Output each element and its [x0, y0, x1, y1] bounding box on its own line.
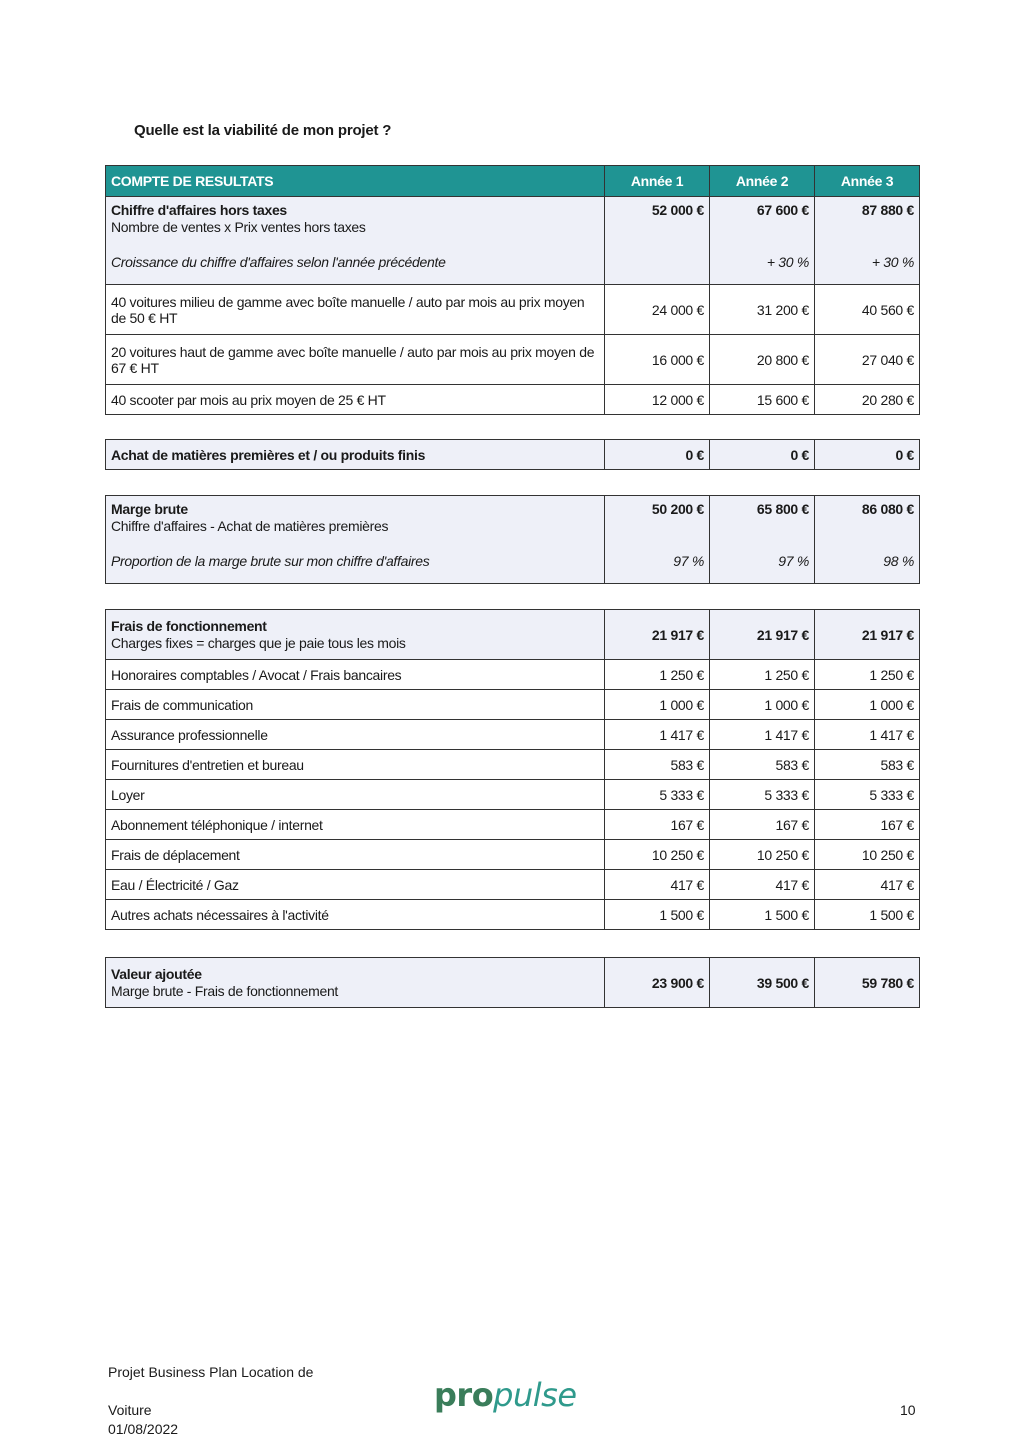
row-value: 417 € [605, 870, 710, 900]
ca-title: Chiffre d'affaires hors taxes [111, 202, 287, 218]
frais-year-2: 21 917 € [710, 610, 815, 660]
row-value: 1 500 € [605, 900, 710, 930]
achat-table [105, 439, 920, 470]
ca-growth-label: Croissance du chiffre d'affaires selon l'année précédente [111, 254, 446, 270]
row-value: 15 600 € [710, 385, 815, 415]
marge-year-3: 86 080 € 98 % [815, 496, 920, 584]
valeur-year-3: 59 780 € [815, 958, 920, 1008]
table-row [106, 660, 920, 690]
valeur-summary-cell [106, 958, 605, 1008]
marge-title: Marge brute [111, 501, 188, 517]
ca-table [105, 165, 920, 415]
table-row [106, 285, 920, 335]
row-value: 167 € [710, 810, 815, 840]
marge-table [105, 495, 920, 584]
row-label: Fournitures d'entretien et bureau [106, 750, 605, 780]
table-row [106, 690, 920, 720]
row-value: 417 € [815, 870, 920, 900]
row-label: Autres achats nécessaires à l'activité [106, 900, 605, 930]
row-value: 24 000 € [605, 285, 710, 335]
table-row [106, 385, 920, 415]
frais-year-3: 21 917 € [815, 610, 920, 660]
valeur-row [106, 958, 920, 1008]
row-value: 1 000 € [605, 690, 710, 720]
row-label: Abonnement téléphonique / internet [106, 810, 605, 840]
year-3-header: Année 3 [815, 166, 920, 197]
row-value: 10 250 € [710, 840, 815, 870]
table-row [106, 780, 920, 810]
table-row [106, 750, 920, 780]
row-value: 1 500 € [710, 900, 815, 930]
achat-row [106, 440, 920, 470]
ca-year-2: 67 600 € + 30 % [710, 197, 815, 285]
frais-year-1: 21 917 € [605, 610, 710, 660]
ca-year-3: 87 880 € + 30 % [815, 197, 920, 285]
ca-subtitle: Nombre de ventes x Prix ventes hors taxes [111, 219, 366, 235]
propulse-logo [434, 1376, 594, 1418]
achat-year-1: 0 € [605, 440, 710, 470]
valeur-title: Valeur ajoutée [111, 966, 202, 982]
row-value: 12 000 € [605, 385, 710, 415]
row-value: 1 417 € [605, 720, 710, 750]
row-value: 583 € [815, 750, 920, 780]
row-label: Assurance professionnelle [106, 720, 605, 750]
row-value: 10 250 € [605, 840, 710, 870]
valeur-subtitle: Marge brute - Frais de fonctionnement [111, 983, 339, 999]
logo-text-pro: pro [434, 1376, 494, 1414]
marge-year-2: 65 800 € 97 % [710, 496, 815, 584]
row-label: Honoraires comptables / Avocat / Frais bancaires [106, 660, 605, 690]
row-value: 1 250 € [605, 660, 710, 690]
frais-title: Frais de fonctionnement [111, 618, 267, 634]
row-label: 40 voitures milieu de gamme avec boîte manuelle / auto par mois au prix moyen de 50 € HT [106, 285, 605, 335]
row-value: 583 € [605, 750, 710, 780]
row-value: 1 000 € [815, 690, 920, 720]
row-value: 583 € [710, 750, 815, 780]
marge-year-1: 50 200 € 97 % [605, 496, 710, 584]
marge-prop-label: Proportion de la marge brute sur mon chiffre d'affaires [111, 553, 430, 569]
row-value: 16 000 € [605, 335, 710, 385]
page-number: 10 [900, 1402, 916, 1418]
row-label: 40 scooter par mois au prix moyen de 25 € HT [106, 385, 605, 415]
row-value: 5 333 € [605, 780, 710, 810]
row-value: 1 250 € [710, 660, 815, 690]
row-value: 417 € [710, 870, 815, 900]
row-value: 1 250 € [815, 660, 920, 690]
achat-title: Achat de matières premières et / ou produits finis [106, 440, 605, 470]
logo-text-pulse: pulse [493, 1376, 577, 1414]
ca-year-1: 52 000 € [605, 197, 710, 285]
marge-subtitle: Chiffre d'affaires - Achat de matières premières [111, 518, 389, 534]
ca-summary-row [106, 197, 920, 285]
row-value: 20 800 € [710, 335, 815, 385]
table-row [106, 840, 920, 870]
row-value: 31 200 € [710, 285, 815, 335]
table-row [106, 335, 920, 385]
row-value: 5 333 € [815, 780, 920, 810]
year-1-header: Année 1 [605, 166, 710, 197]
footer-project-info [108, 1363, 313, 1439]
frais-table [105, 609, 920, 930]
row-value: 40 560 € [815, 285, 920, 335]
frais-subtitle: Charges fixes = charges que je paie tous les mois [111, 635, 406, 651]
marge-summary-cell [106, 496, 605, 584]
table-title: COMPTE DE RESULTATS [106, 166, 605, 197]
table-row [106, 810, 920, 840]
footer-date: 01/08/2022 [108, 1421, 179, 1437]
achat-year-2: 0 € [710, 440, 815, 470]
footer-project-line2: Voiture [108, 1402, 152, 1418]
table-row [106, 720, 920, 750]
achat-year-3: 0 € [815, 440, 920, 470]
page-heading: Quelle est la viabilité de mon projet ? [134, 122, 392, 139]
table-row [106, 870, 920, 900]
row-label: 20 voitures haut de gamme avec boîte manuelle / auto par mois au prix moyen de 67 € HT [106, 335, 605, 385]
row-value: 10 250 € [815, 840, 920, 870]
row-value: 1 000 € [710, 690, 815, 720]
row-value: 1 417 € [710, 720, 815, 750]
marge-row [106, 496, 920, 584]
row-value: 20 280 € [815, 385, 920, 415]
table-header-row [106, 166, 920, 197]
row-value: 27 040 € [815, 335, 920, 385]
row-value: 5 333 € [710, 780, 815, 810]
row-label: Frais de déplacement [106, 840, 605, 870]
valeur-year-1: 23 900 € [605, 958, 710, 1008]
valeur-table [105, 957, 920, 1008]
valeur-year-2: 39 500 € [710, 958, 815, 1008]
row-value: 167 € [605, 810, 710, 840]
table-row [106, 900, 920, 930]
row-label: Eau / Électricité / Gaz [106, 870, 605, 900]
footer-project-line1: Projet Business Plan Location de [108, 1364, 314, 1380]
frais-summary-row [106, 610, 920, 660]
row-value: 1 417 € [815, 720, 920, 750]
ca-summary-cell [106, 197, 605, 285]
row-label: Frais de communication [106, 690, 605, 720]
row-label: Loyer [106, 780, 605, 810]
row-value: 1 500 € [815, 900, 920, 930]
row-value: 167 € [815, 810, 920, 840]
frais-summary-cell [106, 610, 605, 660]
year-2-header: Année 2 [710, 166, 815, 197]
